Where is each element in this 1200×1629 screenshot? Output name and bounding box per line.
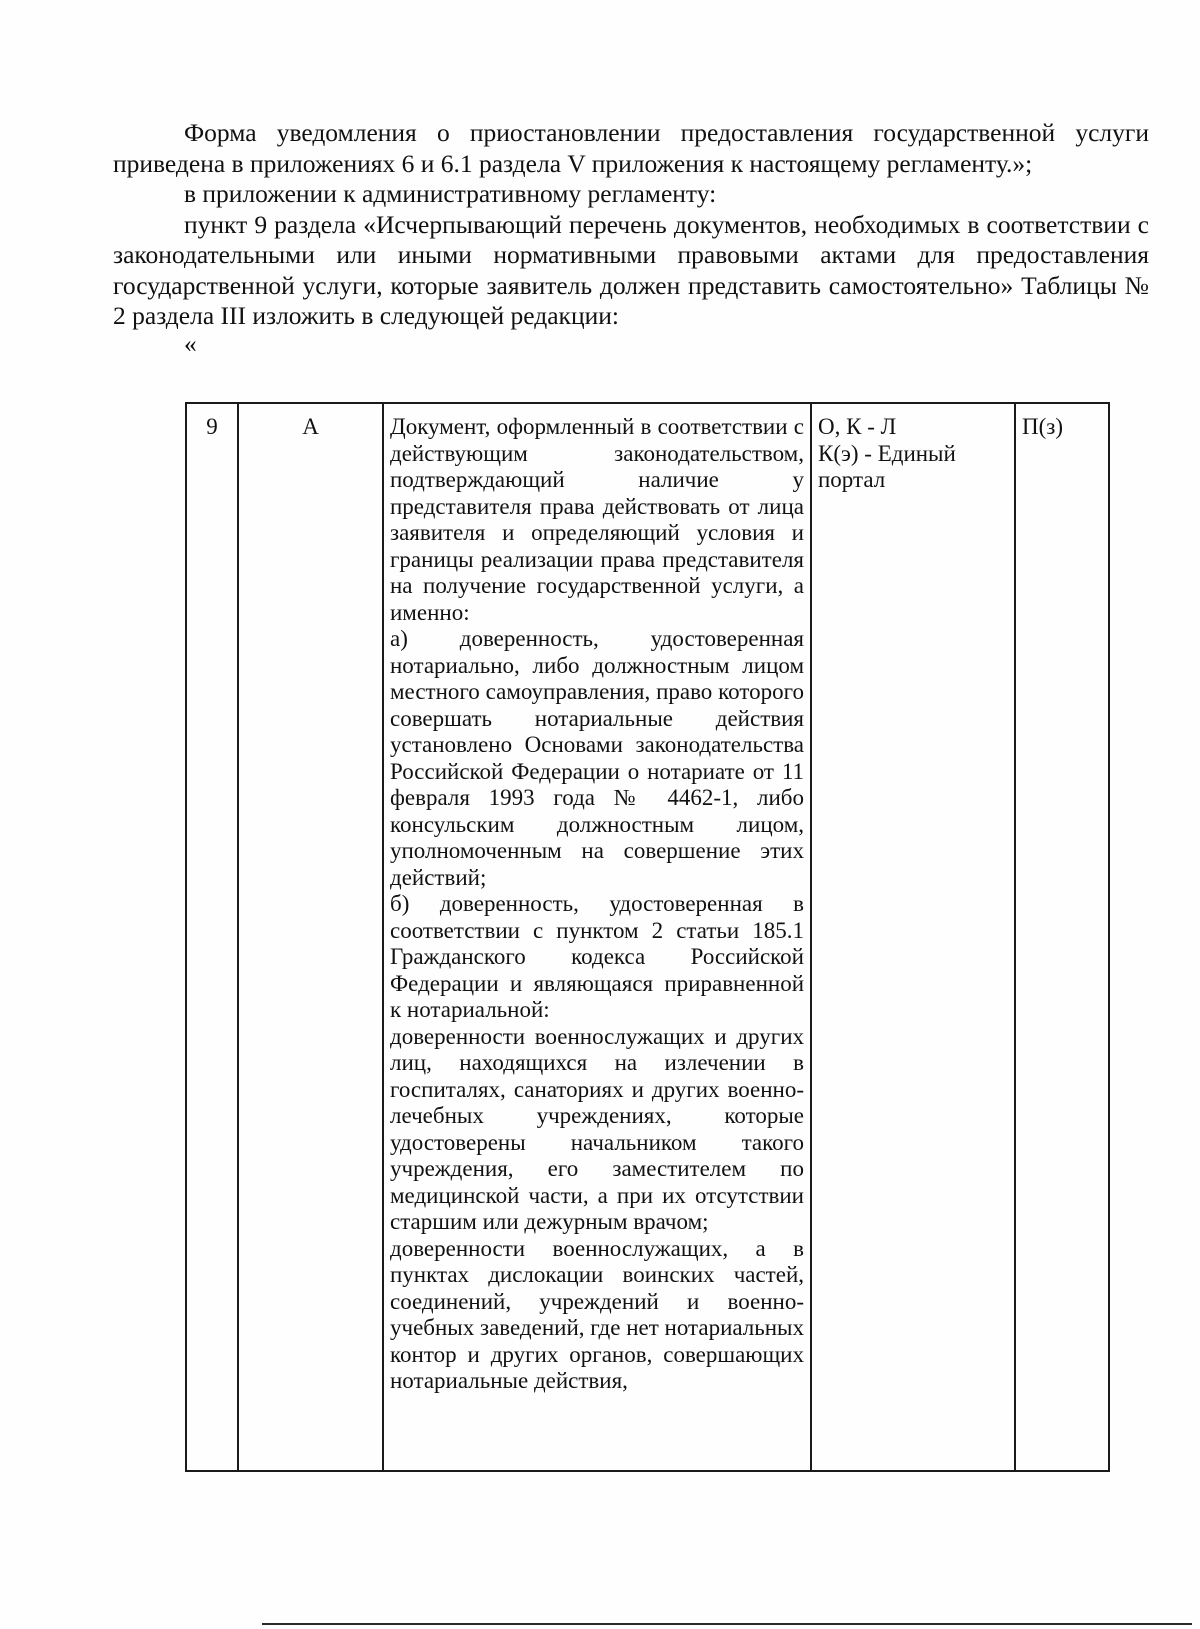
method-line: К(э) - Единый	[818, 440, 956, 466]
description-paragraph: доверенности военнослужащих, а в пунктах дислокации воинских частей, соединений, учреждений и военно-учебных заведений, где нет нотариальных контор и других органов, совершающих нотариальные действия,	[390, 1235, 805, 1393]
intro-paragraph-2: в приложении к административному регламенту:	[184, 179, 717, 208]
quote-open-mark: «	[184, 328, 197, 358]
intro-paragraph-3: пункт 9 раздела «Исчерпывающий перечень документов, необходимых в соответствии с законодательными или иными нормативными правовыми актами для предоставления государственной услуги, которые заявитель должен представить самостоятельно» Таблицы № 2 раздела III изложить в следующей редакции:	[113, 209, 1149, 330]
description-paragraph: Документ, оформленный в соответствии с действующим законодательством, подтверждающий наличие у представителя права действовать от лица заявителя и определяющий условия и границы реализации права представителя на получение государственной услуги, а именно:	[390, 414, 804, 625]
cell-submission-method	[811, 403, 1015, 1471]
cell-description	[383, 403, 811, 1471]
description-paragraph: а) доверенность, удостоверенная нотариально, либо должностным лицом местного самоуправления, право которого совершать нотариальные действия установлено Основами законодательства Российской Федерации о нотариате от 11 февраля 1993 года № 4462-1, либо консульским должностным лицом, уполномоченным на совершение этих действий;	[390, 626, 804, 890]
method-line: О, К - Л	[818, 414, 897, 439]
table-row	[186, 403, 1109, 1471]
intro-paragraph-1: Форма уведомления о приостановлении предоставления государственной услуги приведена в приложениях 6 и 6.1 раздела V приложения к настоящему регламенту.»;	[113, 118, 1149, 178]
scan-edge-line	[262, 1623, 1192, 1625]
description-paragraph: б) доверенность, удостоверенная в соответствии с пунктом 2 статьи 185.1 Гражданского кодекса Российской Федерации и являющаяся приравненной к нотариальной:	[390, 891, 804, 1022]
intro-text	[113, 118, 1149, 358]
method-line: портал	[818, 467, 886, 492]
cell-document-type: П(з)	[1015, 403, 1109, 1471]
cell-number: 9	[186, 403, 238, 1471]
cell-category: А	[238, 403, 383, 1471]
description-paragraph: доверенности военнослужащих и других лиц, находящихся на излечении в госпиталях, санаториях и других военно-лечебных учреждениях, которые удостоверены начальником такого учреждения, его заместителем по медицинской части, а при их отсутствии старшим или дежурным врачом;	[390, 1023, 804, 1234]
documents-table	[185, 402, 1110, 1472]
